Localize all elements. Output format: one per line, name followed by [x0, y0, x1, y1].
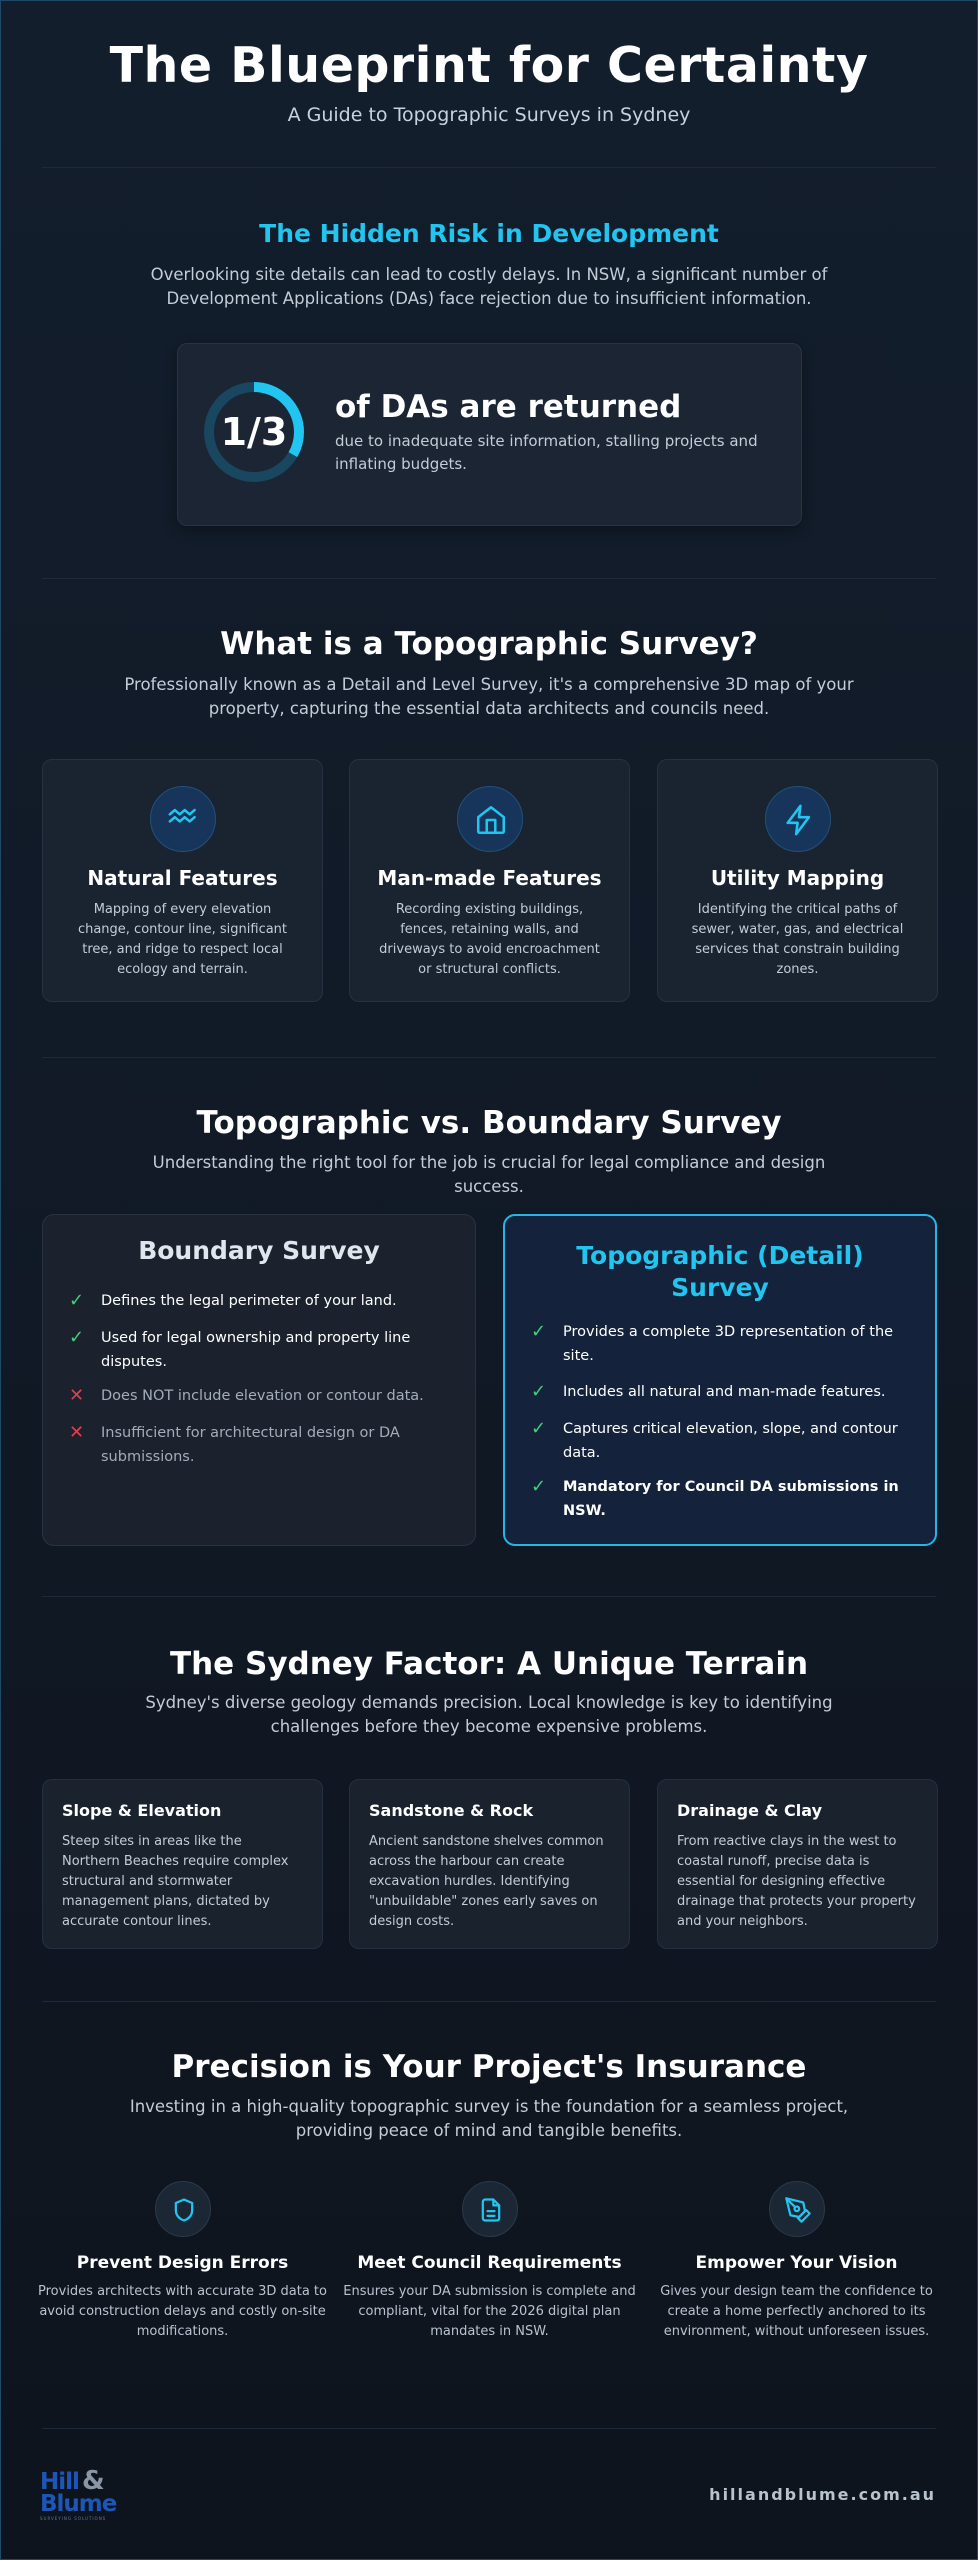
terrain-card-text: From reactive clays in the west to coastal runoff, precise data is essential for designing effective drainage that protects your property and your neighbors. — [677, 1834, 916, 1929]
terrain-card-title: Sandstone & Rock — [369, 1801, 534, 1820]
check-icon: ✓ — [531, 1418, 547, 1439]
feature-card-title: Natural Features — [87, 866, 278, 890]
divider — [42, 2001, 936, 2002]
terrain-card-text: Ancient sandstone shelves common across the harbour can create excavation hurdles. Identifying "unbuildable" zones early saves on design costs. — [369, 1834, 604, 1929]
risk-description: Overlooking site details can lead to costly delays. In NSW, a significant number of Development Applications (DAs) face rejection due to insufficient information. — [150, 265, 828, 308]
benefit-title: Meet Council Requirements — [357, 2253, 622, 2273]
boundary-survey-title: Boundary Survey — [138, 1236, 380, 1265]
feature-card-text: Recording existing buildings, fences, retaining walls, and driveways to avoid encroachment or structural conflicts. — [379, 902, 600, 977]
feature-card-text: Identifying the critical paths of sewer, water, gas, and electrical services that constrain building zones. — [691, 902, 904, 977]
lightning-icon — [765, 786, 831, 852]
benefit-text: Provides architects with accurate 3D data to avoid construction delays and costly on-site modifications. — [38, 2284, 327, 2339]
terrain-card-drainage — [657, 1779, 938, 1949]
divider — [42, 167, 936, 168]
sydney-description: Sydney's diverse geology demands precision. Local knowledge is key to identifying challenges before they become expensive problems. — [145, 1693, 833, 1736]
stat-heading: of DAs are returned — [335, 389, 682, 425]
check-icon: ✓ — [531, 1381, 547, 1402]
what-section-title: What is a Topographic Survey? — [220, 626, 758, 662]
risk-stat-card — [177, 343, 802, 526]
document-icon — [462, 2181, 518, 2237]
topographic-survey-card: Topographic (Detail) Survey ✓ Provides a complete 3D representation of the site. ✓ Includes all natural and man-made features. ✓ Captures critical elevation, slope, and contour data. ✓ Mandatory for Council DA submissions in NSW. — [503, 1214, 937, 1546]
benefit-title: Empower Your Vision — [695, 2253, 898, 2273]
feature-card-natural — [42, 759, 323, 1002]
company-logo: Hill & Blume SURVEYING SOLUTIONS — [40, 2466, 117, 2521]
house-icon — [457, 786, 523, 852]
feature-card-title: Utility Mapping — [710, 866, 885, 890]
cross-icon: ✕ — [69, 1422, 85, 1443]
terrain-card-sandstone — [349, 1779, 630, 1949]
sydney-section-title: The Sydney Factor: A Unique Terrain — [169, 1646, 809, 1682]
risk-section-title: The Hidden Risk in Development — [259, 219, 719, 248]
benefit-text: Ensures your DA submission is complete and compliant, vital for the 2026 digital plan mandates in NSW. — [343, 2284, 636, 2339]
topographic-survey-title: Topographic (Detail) Survey — [576, 1241, 864, 1302]
divider — [42, 2428, 936, 2429]
feature-card-text: Mapping of every elevation change, contour line, significant tree, and ridge to respect local ecology and terrain. — [77, 902, 288, 977]
feature-card-utility — [657, 759, 938, 1002]
page-subtitle: A Guide to Topographic Surveys in Sydney — [287, 104, 691, 126]
terrain-card-title: Slope & Elevation — [62, 1801, 222, 1820]
terrain-card-text: Steep sites in areas like the Northern Beaches require complex structural and stormwater management plans, dictated by accurate contour lines. — [62, 1834, 289, 1929]
precision-description: Investing in a high-quality topographic survey is the foundation for a seamless project, providing peace of mind and tangible benefits. — [129, 2097, 849, 2140]
divider — [42, 578, 936, 579]
benefit-text: Gives your design team the confidence to create a home perfectly anchored to its environment, without unforeseen issues. — [660, 2284, 933, 2339]
list-item: ✓ Used for legal ownership and property line disputes. — [69, 1327, 411, 1370]
precision-section-title: Precision is Your Project's Insurance — [171, 2049, 807, 2085]
pen-tool-icon — [769, 2181, 825, 2237]
compare-section-title: Topographic vs. Boundary Survey — [196, 1105, 782, 1141]
website-link[interactable]: hillandblume.com.au — [709, 2485, 936, 2504]
what-description: Professionally known as a Detail and Level Survey, it's a comprehensive 3D map of your property, capturing the essential data architects and councils need. — [124, 675, 854, 718]
benefit-title: Prevent Design Errors — [76, 2253, 289, 2273]
check-icon: ✓ — [69, 1290, 85, 1311]
terrain-card-slope — [42, 1779, 323, 1949]
check-icon: ✓ — [69, 1327, 85, 1348]
waves-icon — [150, 786, 216, 852]
feature-card-title: Man-made Features — [377, 866, 602, 890]
check-icon: ✓ — [531, 1476, 547, 1497]
stat-value: 1/3 — [220, 410, 288, 454]
shield-icon — [155, 2181, 211, 2237]
page-title: The Blueprint for Certainty — [109, 37, 869, 94]
divider — [42, 1057, 936, 1058]
divider — [42, 1596, 936, 1597]
cross-icon: ✕ — [69, 1385, 85, 1406]
stat-text: due to inadequate site information, stalling projects and inflating budgets. — [335, 432, 758, 473]
check-icon: ✓ — [531, 1321, 547, 1342]
compare-description: Understanding the right tool for the job is crucial for legal compliance and design success. — [152, 1153, 826, 1196]
feature-card-manmade — [349, 759, 630, 1002]
terrain-card-title: Drainage & Clay — [677, 1801, 822, 1820]
boundary-survey-card: Boundary Survey ✓ Defines the legal perimeter of your land. ✓ Used for legal ownership and property line disputes. ✕ Does NOT include elevation or contour data. ✕ Insufficient for architectural design or DA submissions. — [42, 1214, 476, 1546]
